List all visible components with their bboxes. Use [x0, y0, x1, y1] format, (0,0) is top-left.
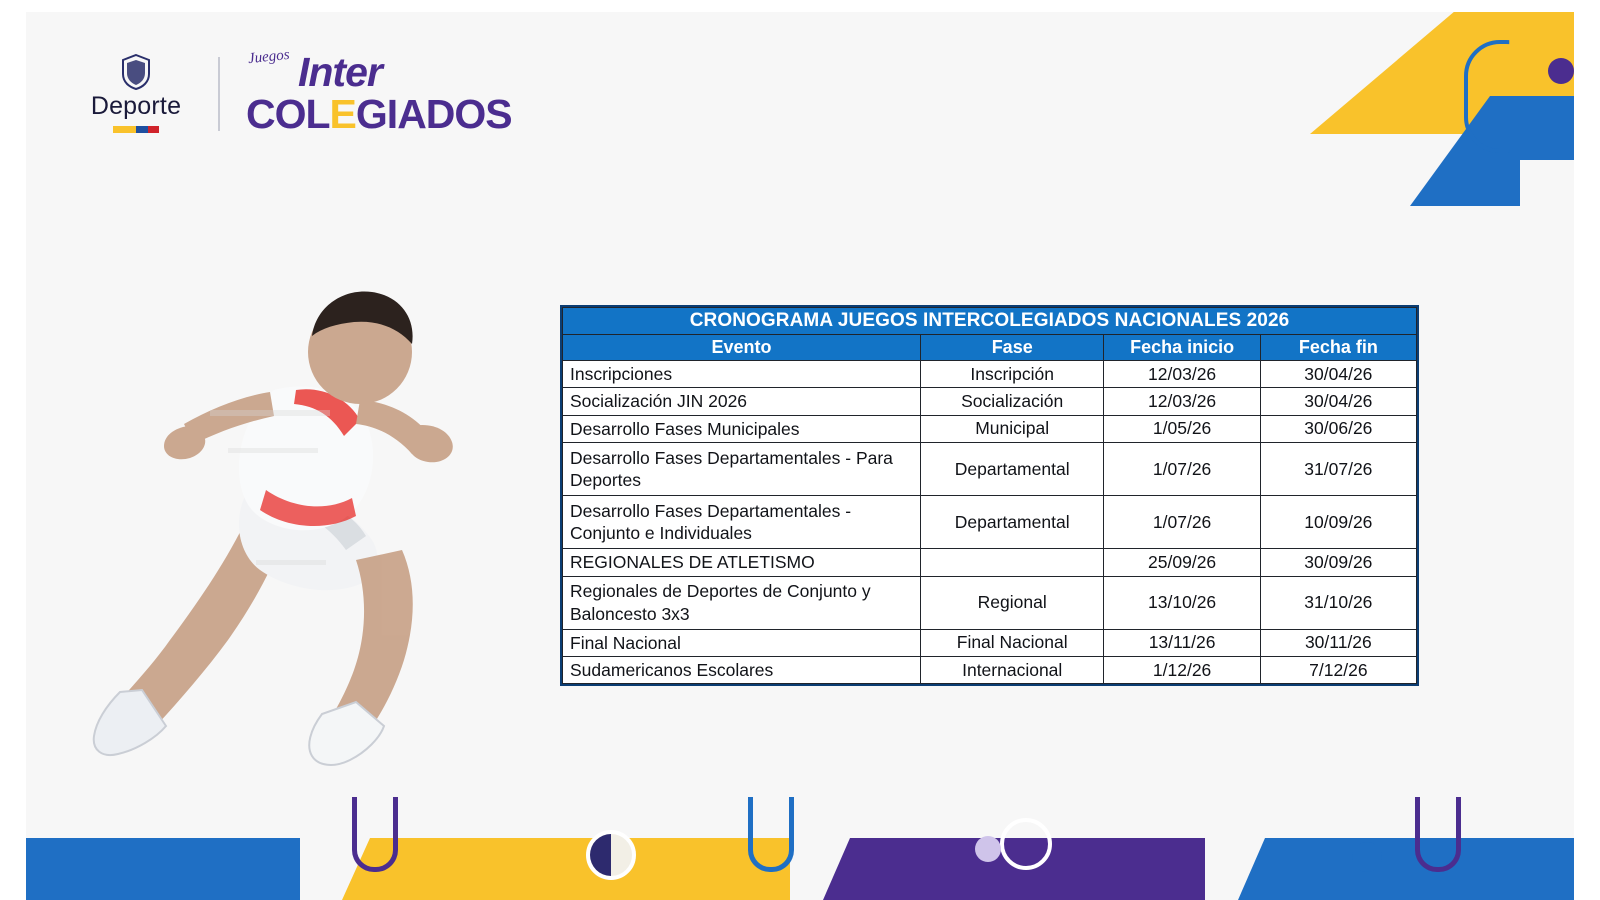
cell-evento: Socialización JIN 2026 — [563, 388, 921, 415]
column-header-fase: Fase — [920, 335, 1104, 361]
cell-fecha-inicio: 12/03/26 — [1104, 361, 1260, 388]
slide-border-left — [0, 0, 26, 900]
cronograma-table-container — [560, 305, 1419, 686]
logo-col-part1: COL — [246, 91, 330, 137]
table-row — [563, 496, 1417, 549]
cell-fecha-fin: 31/07/26 — [1260, 443, 1416, 496]
hook-shape-blue — [748, 797, 794, 872]
band-segment-yellow — [330, 838, 810, 900]
table-row — [563, 629, 1417, 656]
colombia-shield-icon — [121, 54, 151, 90]
slide-border-top — [0, 0, 1600, 12]
logo-col-accent: E — [329, 91, 356, 137]
gov-logo — [80, 54, 192, 133]
bottom-decoration-band — [0, 814, 1600, 900]
logo-juegos-word: Juegos — [247, 46, 291, 68]
table-title-row — [563, 308, 1417, 335]
cell-fecha-fin: 7/12/26 — [1260, 656, 1416, 683]
purple-dot-shape — [1548, 58, 1574, 84]
cell-fecha-fin: 10/09/26 — [1260, 496, 1416, 549]
table-header-row — [563, 335, 1417, 361]
gov-logo-label: Deporte — [90, 92, 182, 120]
cell-fase: Internacional — [920, 656, 1104, 683]
cell-fecha-inicio: 1/05/26 — [1104, 415, 1260, 442]
cell-fase: Municipal — [920, 415, 1104, 442]
hook-shape-purple-right — [1415, 797, 1461, 872]
table-row — [563, 388, 1417, 415]
table-title: CRONOGRAMA JUEGOS INTERCOLEGIADOS NACIONALES 2026 — [563, 308, 1417, 335]
cell-fase: Departamental — [920, 443, 1104, 496]
column-header-evento: Evento — [563, 335, 921, 361]
table-row — [563, 549, 1417, 576]
colombia-flag-bar — [113, 126, 159, 133]
column-header-fecha-inicio: Fecha inicio — [1104, 335, 1260, 361]
cell-fecha-inicio: 13/10/26 — [1104, 576, 1260, 629]
cell-fecha-inicio: 12/03/26 — [1104, 388, 1260, 415]
cell-evento: Regionales de Deportes de Conjunto y Baloncesto 3x3 — [563, 576, 921, 629]
table-row — [563, 656, 1417, 683]
cell-fecha-fin: 31/10/26 — [1260, 576, 1416, 629]
circle-shape-blue — [1352, 842, 1382, 872]
cell-fecha-inicio: 1/07/26 — [1104, 443, 1260, 496]
cell-fase: Socialización — [920, 388, 1104, 415]
cell-fase: Final Nacional — [920, 629, 1104, 656]
cell-fecha-inicio: 1/07/26 — [1104, 496, 1260, 549]
cell-fecha-fin: 30/11/26 — [1260, 629, 1416, 656]
cronograma-table — [562, 307, 1417, 684]
cell-fase — [920, 549, 1104, 576]
circle-outline-shape — [1000, 818, 1052, 870]
cell-evento: Sudamericanos Escolares — [563, 656, 921, 683]
cell-evento: Inscripciones — [563, 361, 921, 388]
circle-shape-lilac — [975, 836, 1001, 862]
cell-evento: Desarrollo Fases Municipales — [563, 415, 921, 442]
cell-evento: Desarrollo Fases Departamentales - Para Deportes — [563, 443, 921, 496]
logo-colegiados-word — [246, 91, 512, 137]
table-row — [563, 443, 1417, 496]
cell-fecha-fin: 30/09/26 — [1260, 549, 1416, 576]
cell-fase: Inscripción — [920, 361, 1104, 388]
slide-border-right — [1574, 0, 1600, 900]
table-row — [563, 361, 1417, 388]
logo-inter-word: Inter — [298, 49, 382, 95]
header-logos — [80, 46, 512, 137]
cell-fecha-inicio: 13/11/26 — [1104, 629, 1260, 656]
logo-col-part2: GIADOS — [355, 91, 512, 137]
table-row — [563, 576, 1417, 629]
circle-shape-split — [586, 830, 636, 880]
intercolegiados-logo — [246, 46, 512, 137]
table-row — [563, 415, 1417, 442]
cell-evento: Desarrollo Fases Departamentales - Conjunto e Individuales — [563, 496, 921, 549]
logo-divider — [218, 57, 220, 131]
cell-fecha-fin: 30/04/26 — [1260, 361, 1416, 388]
cell-fecha-inicio: 1/12/26 — [1104, 656, 1260, 683]
cell-evento: Final Nacional — [563, 629, 921, 656]
band-segment-blue — [0, 838, 330, 900]
running-athlete-image — [60, 240, 460, 770]
cell-fase: Regional — [920, 576, 1104, 629]
cell-fecha-fin: 30/04/26 — [1260, 388, 1416, 415]
hook-shape-purple — [352, 797, 398, 872]
cell-fecha-inicio: 25/09/26 — [1104, 549, 1260, 576]
cell-fase: Departamental — [920, 496, 1104, 549]
cell-fecha-fin: 30/06/26 — [1260, 415, 1416, 442]
column-header-fecha-fin: Fecha fin — [1260, 335, 1416, 361]
cell-evento: REGIONALES DE ATLETISMO — [563, 549, 921, 576]
